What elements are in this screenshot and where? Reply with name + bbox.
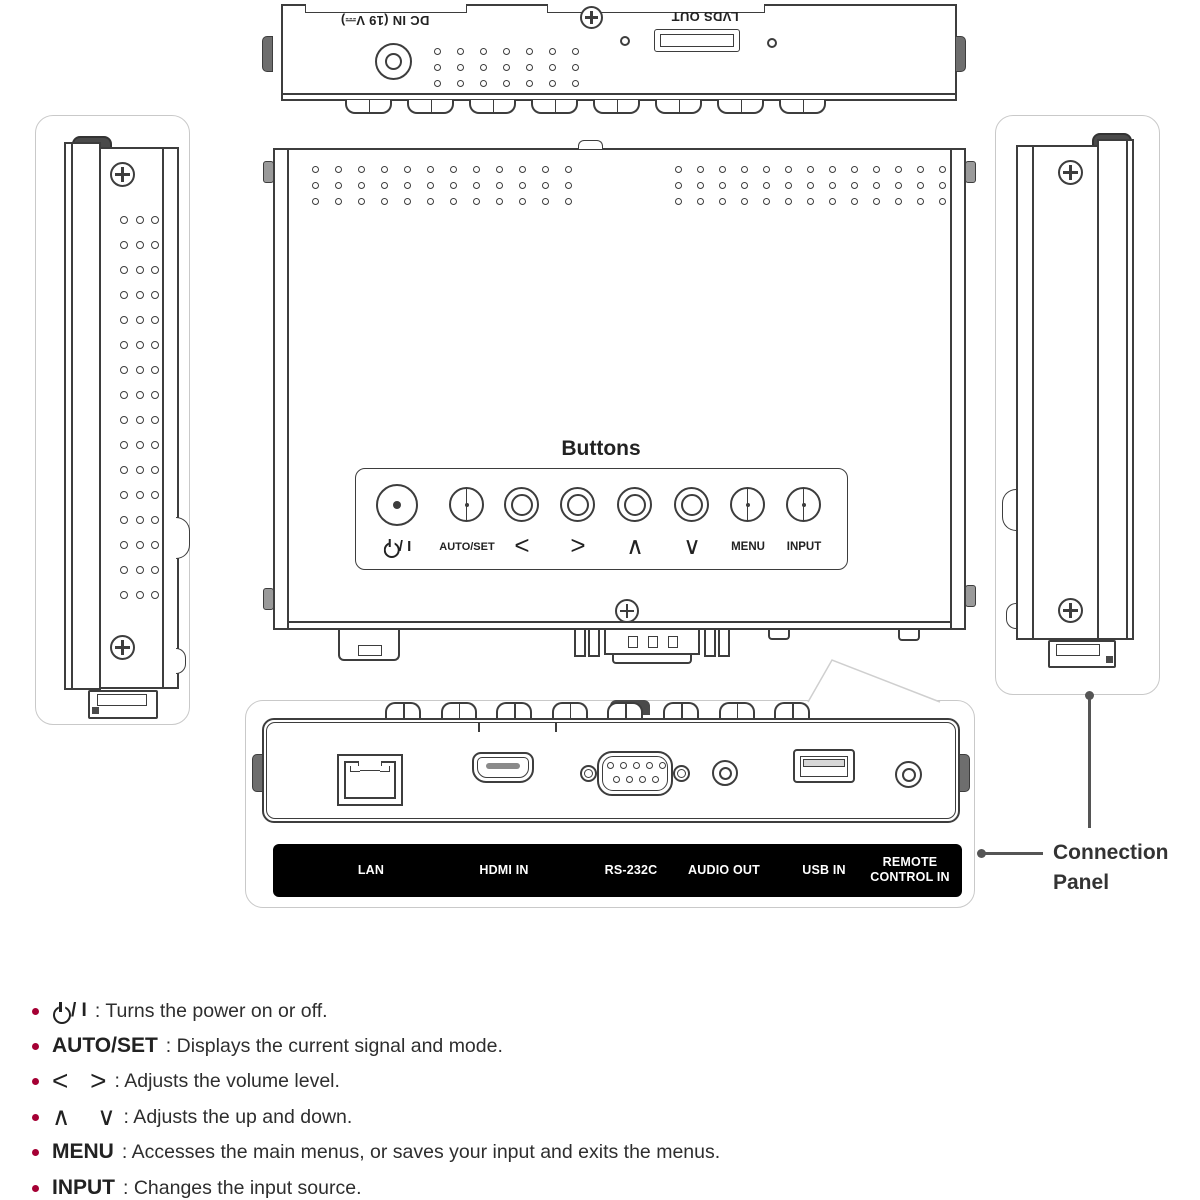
bullet-icon — [32, 1149, 39, 1156]
bullet-icon — [32, 1185, 39, 1192]
description-input — [28, 1173, 362, 1200]
bullet-icon — [32, 1078, 39, 1085]
front-view-small-tab — [898, 630, 920, 641]
connection-panel-callout: Connection Panel — [1053, 841, 1169, 894]
screw-icon — [1058, 160, 1083, 185]
left-right-symbols: < > — [52, 1065, 107, 1096]
description-text: : Adjusts the volume level. — [114, 1069, 340, 1092]
right-side-bottom-connector-inner — [1056, 644, 1100, 656]
input-button — [786, 487, 821, 522]
front-view-inner-bottom-line — [289, 621, 950, 623]
screw-icon — [615, 599, 639, 623]
rs232c-pin — [652, 776, 659, 783]
auto-set-button-label: AUTO/SET — [439, 541, 495, 553]
front-view-left-tab-top — [263, 161, 274, 183]
rs232c-pin — [659, 762, 666, 769]
remote-control-in-label: REMOTE CONTROL IN — [870, 855, 950, 884]
rs232c-pin — [620, 762, 627, 769]
dc-in-label: DC IN (19 V⎓) — [340, 13, 430, 28]
front-view-connector-pin — [628, 636, 638, 648]
usb-in-label: USB IN — [802, 863, 846, 877]
rs232c-pin — [646, 762, 653, 769]
front-view-left-tab-bottom — [263, 588, 274, 610]
description-text: : Displays the current signal and mode. — [165, 1034, 503, 1057]
auto-set-button — [449, 487, 484, 522]
power-symbol: / I — [52, 1000, 87, 1022]
audio-out-jack-inner — [719, 767, 732, 780]
screw-icon — [110, 635, 135, 660]
front-view-right-tab-top — [965, 161, 976, 183]
rs232c-pin — [613, 776, 620, 783]
lvds-connector-inner — [660, 34, 734, 47]
front-view-connector-rib — [574, 630, 586, 657]
menu-button-label: MENU — [731, 541, 765, 553]
audio-out-label: AUDIO OUT — [688, 863, 760, 877]
description-power — [28, 996, 328, 1026]
callout-wedge-icon — [790, 648, 960, 708]
description-volume — [28, 1066, 340, 1096]
top-view-left-nub — [262, 36, 273, 72]
bullet-icon — [32, 1043, 39, 1050]
bullet-icon — [32, 1008, 39, 1015]
leader-line-vertical — [1088, 697, 1091, 828]
front-view-connector-flange — [612, 655, 692, 664]
front-view-connector-pin — [648, 636, 658, 648]
panel-right-nub — [959, 754, 970, 792]
power-icon — [52, 1002, 69, 1020]
menu-button — [730, 487, 765, 522]
front-view-top-tab — [578, 140, 603, 149]
right-side-bezel-line — [1126, 141, 1128, 638]
front-view-right-tab-bottom — [965, 585, 976, 607]
right-side-bezel-bar — [1097, 139, 1134, 640]
buttons-title: Buttons — [561, 437, 641, 460]
top-view-inner-bottom-line — [283, 93, 955, 95]
usb-port-tongue — [803, 759, 845, 767]
panel-tick — [555, 722, 557, 732]
lan-label: LAN — [357, 863, 385, 877]
rs232c-pin — [633, 762, 640, 769]
left-side-body-line — [162, 149, 164, 687]
right-side-body-line — [1032, 147, 1034, 638]
power-button-label: / I — [383, 538, 412, 555]
screw-icon — [110, 162, 135, 187]
rs232c-screw-left-inner — [584, 769, 593, 778]
hdmi-port-slot — [486, 763, 520, 769]
up-down-symbols: ∧ ∨ — [52, 1103, 116, 1131]
rs232c-screw-right-inner — [677, 769, 686, 778]
top-view-right-nub — [955, 36, 966, 72]
description-text: : Accesses the main menus, or saves your input and exits the menus. — [121, 1140, 721, 1163]
lvds-out-label: LVDS OUT — [671, 9, 739, 24]
description-menu — [28, 1137, 720, 1167]
dc-in-jack-pin — [385, 53, 402, 70]
rs232c-pin — [607, 762, 614, 769]
front-view-connector-rib — [718, 630, 730, 657]
buttons-panel — [355, 468, 848, 570]
right-side-connector-latch — [1106, 656, 1113, 663]
description-up-down — [28, 1102, 352, 1132]
description-auto-set — [28, 1031, 503, 1061]
input-symbol: INPUT — [52, 1176, 115, 1199]
front-view-connector-rib — [588, 630, 600, 657]
power-icon — [383, 539, 397, 554]
front-view-connector-pin — [668, 636, 678, 648]
down-arrow-button — [674, 487, 709, 522]
power-button — [376, 484, 418, 526]
leader-line-horizontal — [983, 852, 1043, 855]
left-side-connector-latch — [92, 707, 99, 714]
lan-port-notch — [358, 761, 382, 771]
hdmi-in-label: HDMI IN — [479, 863, 529, 877]
rs232c-pin — [626, 776, 633, 783]
screw-icon — [580, 6, 603, 29]
description-text: : Turns the power on or off. — [94, 999, 328, 1022]
right-side-body — [1016, 145, 1099, 640]
description-text: : Adjusts the up and down. — [123, 1105, 353, 1128]
screw-icon — [1058, 598, 1083, 623]
input-button-label: INPUT — [786, 541, 822, 553]
up-arrow-label: ∧ — [626, 533, 644, 560]
left-side-bezel-line — [71, 144, 73, 688]
menu-symbol: MENU — [52, 1140, 114, 1163]
left-arrow-label: < — [514, 530, 530, 560]
down-arrow-label: ∨ — [683, 533, 701, 560]
lvds-screw-hole-right — [767, 38, 777, 48]
panel-tick — [478, 722, 480, 732]
right-arrow-label: > — [570, 530, 586, 560]
panel-left-nub — [252, 754, 263, 792]
lan-port-step-left — [350, 766, 360, 772]
lvds-screw-hole-left — [620, 36, 630, 46]
front-view-connector-rib — [704, 630, 716, 657]
front-view-small-tab — [768, 630, 790, 640]
front-view-bracket-step — [358, 645, 382, 656]
left-side-bottom-connector-inner — [97, 694, 147, 706]
lan-port-step-right — [380, 766, 390, 772]
bullet-icon — [32, 1114, 39, 1121]
right-side-bump-small — [1006, 603, 1016, 629]
up-arrow-button — [617, 487, 652, 522]
description-text: : Changes the input source. — [123, 1176, 362, 1199]
rs232c-pin — [639, 776, 646, 783]
auto-set-symbol: AUTO/SET — [52, 1034, 158, 1057]
rs232c-label: RS-232C — [604, 863, 658, 877]
right-side-bump — [1002, 489, 1016, 531]
right-arrow-button — [560, 487, 595, 522]
left-arrow-button — [504, 487, 539, 522]
remote-control-jack-inner — [902, 768, 916, 782]
left-side-bezel-bar — [64, 142, 101, 690]
